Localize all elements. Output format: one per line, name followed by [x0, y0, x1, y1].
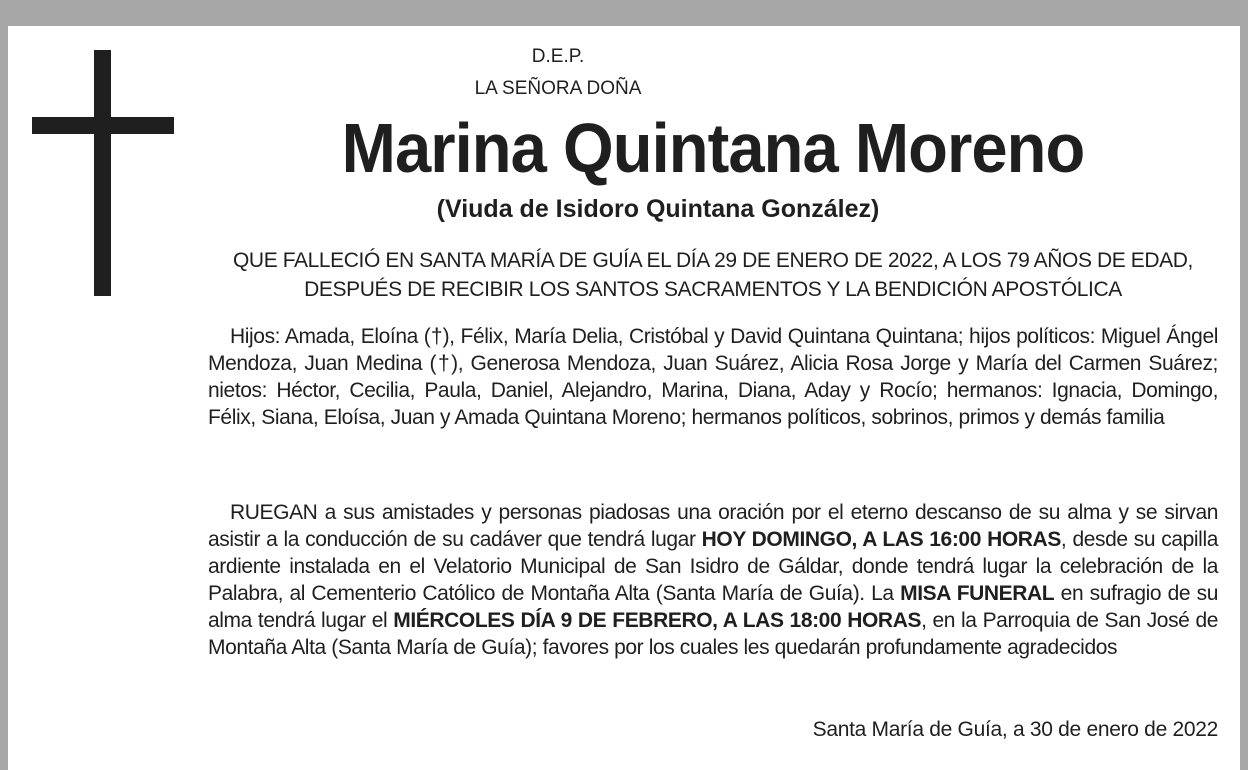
obituary-notice — [8, 26, 1240, 770]
cross-icon — [94, 50, 111, 296]
funeral-mass-date: MIÉRCOLES DÍA 9 DE FEBRERO, A LAS 18:00 HORAS — [393, 609, 922, 632]
request-text-4: , en la Parroquia de San José de Montaña Alta (Santa María de Guía); favores por los cuales les quedarán profundamente agradecidos — [208, 609, 1219, 659]
request-paragraph — [208, 499, 1218, 661]
deceased-name: Marina Quintana Moreno — [341, 109, 1085, 187]
death-announcement: QUE FALLECIÓ EN SANTA MARÍA DE GUÍA EL DÍA 29 DE ENERO DE 2022, A LOS 79 AÑOS DE EDAD, DESPUÉS DE RECIBIR LOS SANTOS SACRAMENTOS Y LA BENDICIÓN APOSTÓLICA — [233, 249, 1193, 301]
title-prefix: LA SEÑORA DOÑA — [474, 78, 642, 99]
procession-time: HOY DOMINGO, A LAS 16:00 HORAS — [701, 528, 1061, 551]
dep-heading: D.E.P. — [531, 46, 585, 67]
request-text-1: RUEGAN a sus amistades y personas piadosas una oración por el eterno descanso de su alma y se sirvan asistir a la conducción de su cadáver que tendrá lugar — [208, 501, 1218, 551]
cross-icon-bar — [32, 117, 174, 134]
widow-of-line: (Viuda de Isidoro Quintana González) — [436, 195, 880, 223]
place-and-date: Santa María de Guía, a 30 de enero de 2022 — [812, 718, 1218, 741]
family-text: Hijos: Amada, Eloína (†), Félix, María Delia, Cristóbal y David Quintana Quintana; hijos políticos: Miguel Ángel Mendoza, Juan Medina (†), Generosa Mendoza, Juan Suárez, Alicia Rosa Jorge y María del Carmen Suárez; nietos: Héctor, Cecilia, Paula, Daniel, Alejandro, Marina, Diana, Aday y Rocío; hermanos: Ignacia, Domingo, Félix, Siana, Eloísa, Juan y Amada Quintana Moreno; hermanos políticos, sobrinos, primos y demás familia — [208, 325, 1218, 429]
funeral-mass-label: MISA FUNERAL — [900, 582, 1055, 605]
request-text-3: en sufragio de su alma tendrá lugar el — [208, 582, 1219, 632]
family-paragraph — [208, 323, 1218, 431]
request-text-2: , desde su capilla ardiente instalada en el Velatorio Municipal de San Isidro de Gáldar, donde tendrá lugar la celebración de la Palabra, al Cementerio Católico de Montaña Alta (Santa María de Guía). La — [208, 528, 1218, 605]
